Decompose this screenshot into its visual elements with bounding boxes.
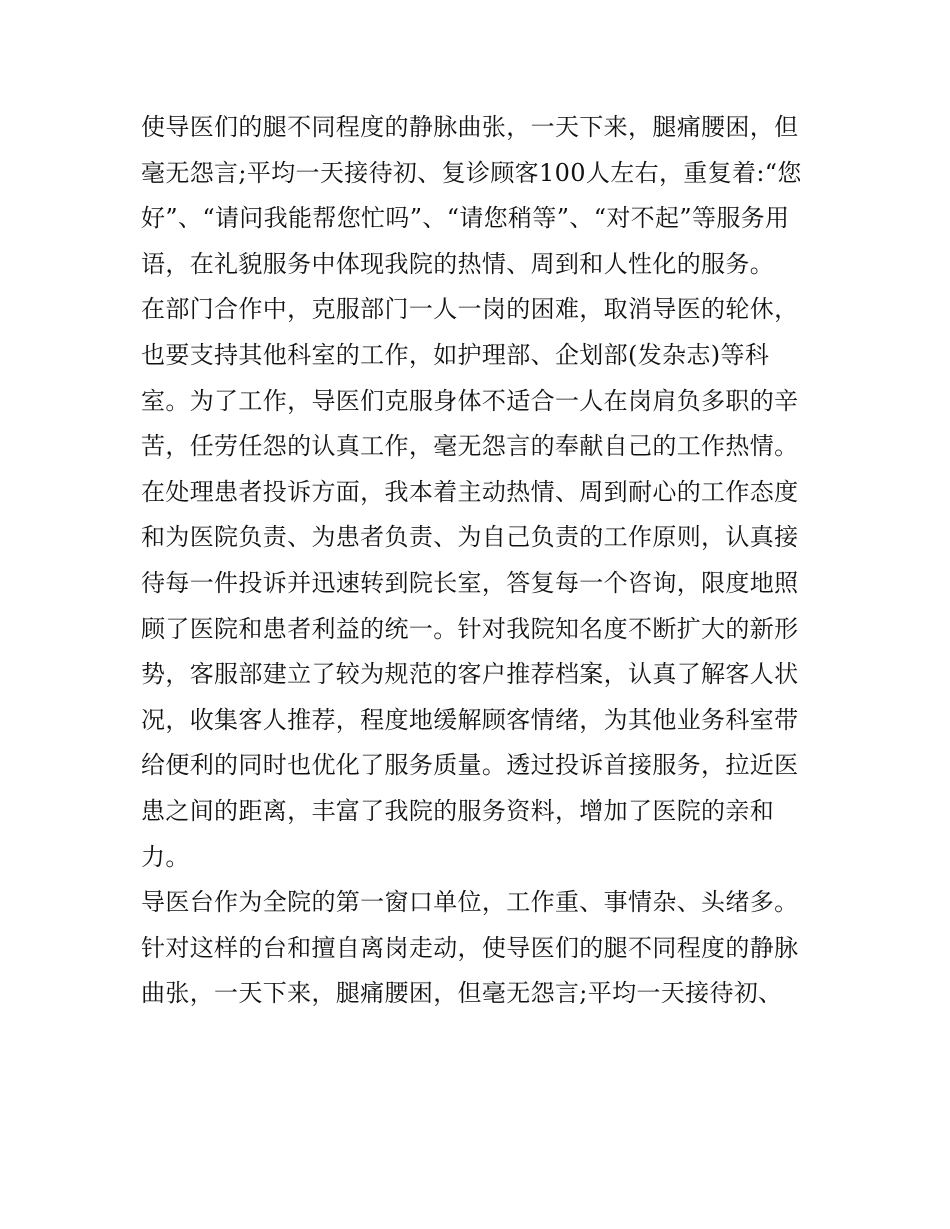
text-line: 在部门合作中，克服部门一人一岗的困难，取消导医的轮休， xyxy=(141,295,799,324)
text-line: 毫无怨言;平均一天接待初、复诊顾客100人左右，重复着:“您 xyxy=(141,158,802,187)
text-line: 使导医们的腿不同程度的静脉曲张，一天下来，腿痛腰困，但 xyxy=(141,113,799,141)
text-line: 顾了医院和患者利益的统一。针对我院知名度不断扩大的新形 xyxy=(141,614,799,643)
text-line: 和为医院负责、为患者负责、为自己负责的工作原则，认真接 xyxy=(141,523,799,552)
text-line: 好”、“请问我能帮您忙吗”、“请您稍等”、“对不起”等服务用 xyxy=(141,204,790,233)
text-line: 也要支持其他科室的工作，如护理部、企划部(发杂志)等科 xyxy=(141,340,770,369)
text-line: 导医台作为全院的第一窗口单位，工作重、事情杂、头绪多。 xyxy=(141,888,799,917)
text-line: 室。为了工作，导医们克服身体不适合一人在岗肩负多职的辛 xyxy=(141,386,799,415)
text-line: 曲张，一天下来，腿痛腰困，但毫无怨言;平均一天接待初、 xyxy=(141,979,783,1008)
text-line: 语，在礼貌服务中体现我院的热情、周到和人性化的服务。 xyxy=(141,249,775,278)
text-line: 给便利的同时也优化了服务质量。透过投诉首接服务，拉近医 xyxy=(141,751,799,780)
body-text xyxy=(141,105,821,1017)
text-line: 在处理患者投诉方面，我本着主动热情、周到耐心的工作态度 xyxy=(141,477,799,506)
text-line: 况，收集客人推荐，程度地缓解顾客情绪，为其他业务科室带 xyxy=(141,705,799,734)
text-line: 针对这样的台和擅自离岗走动，使导医们的腿不同程度的静脉 xyxy=(141,933,799,962)
text-line: 势，客服部建立了较为规范的客户推荐档案，认真了解客人状 xyxy=(141,660,799,689)
text-line: 待每一件投诉并迅速转到院长室，答复每一个咨询，限度地照 xyxy=(141,568,799,597)
text-line: 力。 xyxy=(141,842,190,871)
text-line: 患之间的距离，丰富了我院的服务资料，增加了医院的亲和 xyxy=(141,796,775,825)
text-line: 苦，任劳任怨的认真工作，毫无怨言的奉献自己的工作热情。 xyxy=(141,432,799,461)
